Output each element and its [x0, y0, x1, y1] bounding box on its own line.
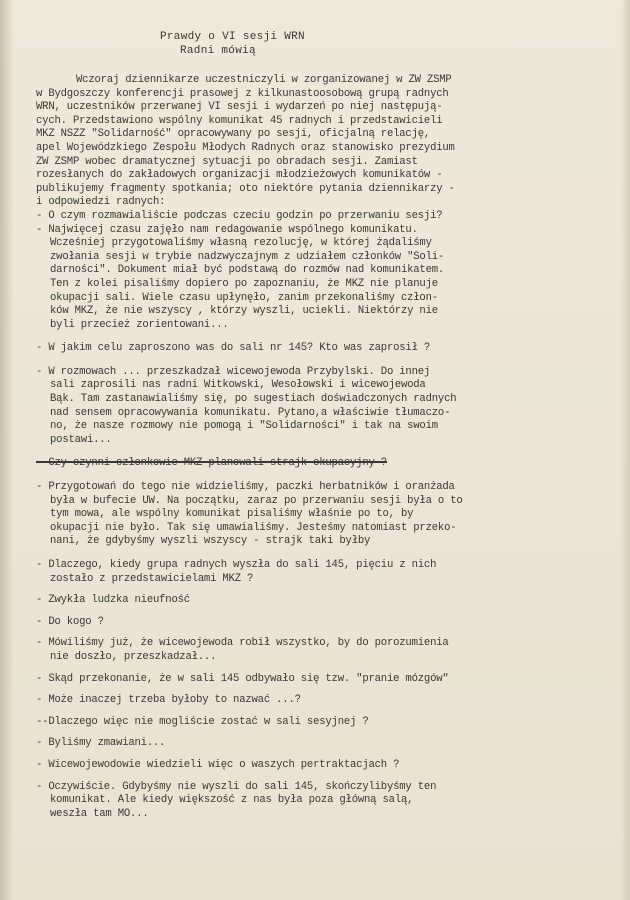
qa-continuation-line: zostało z przedstawicielami MKZ ? [50, 572, 254, 585]
qa-line: - Skąd przekonanie, że w sali 145 odbywało się tzw. "pranie mózgów" [36, 672, 449, 685]
intro-line: Wczoraj dziennikarze uczestniczyli w zorganizowanej w ZW ZSMP [76, 74, 452, 86]
intro-line: cych. Przedstawiono wspólny komunikat 45 radnych i przedstawicieli [36, 114, 443, 127]
intro-line: MKZ NSZZ "Solidarność" opracowywany po sesji, oficjalną relację, [36, 128, 431, 141]
qa-continuation-line: zwołania sesji w trybie nadzwyczajnym z udziałem członków "Soli- [50, 250, 445, 263]
qa-item [36, 781, 596, 822]
qa-item [36, 342, 596, 356]
qa-continuation-line: była w bufecie UW. Na początku, zaraz po przerwaniu sesji była o to [50, 494, 463, 507]
qa-line: - O czym rozmawialiście podczas czeciu godzin po przerwaniu sesji? [36, 209, 443, 222]
intro-line: rozesłanych do zakładowych organizacji młodzieżowych komunikatów - [36, 169, 443, 182]
qa-item [36, 616, 596, 630]
qa-line: - Najwięcej czasu zajęło nam redagowanie wspólnego komunikatu. [36, 223, 418, 236]
qa-line: - Mówiliśmy już, że wicewojewoda robił wszystko, by do porozumienia [36, 637, 449, 650]
qa-item [36, 559, 596, 586]
qa-continuation-line: weszła tam MO... [50, 807, 149, 820]
qa-continuation-line: nad sensem opracowywania komunikatu. Pytano,a właściwie tłumaczo- [50, 406, 451, 419]
qa-item [36, 737, 596, 751]
qa-line: - W rozmowach ... przeszkadzał wicewojewoda Przybylski. Do innej [36, 365, 431, 378]
qa-line: - Czy czynni członkowie MKZ planowali strajk okupacyjny ? [36, 457, 387, 470]
qa-item [36, 224, 596, 333]
intro-paragraph [36, 74, 596, 210]
qa-continuation-line: okupacji sali. Wiele czasu upłynęło, zanim przekonaliśmy człon- [50, 291, 438, 304]
qa-line: - Dlaczego, kiedy grupa radnych wyszła do sali 145, pięciu z nich [36, 559, 437, 571]
qa-continuation-line: nie doszło, przeszkadzał... [50, 650, 217, 663]
intro-line: i odpowiedzi radnych: [36, 196, 166, 209]
intro-line: apel Wojewódzkiego Zespołu Młodych Radnych oraz stanowisko prezydium [36, 141, 455, 154]
question-answer-list [36, 210, 596, 821]
qa-continuation-line: tym mowa, ale wspólny komunikat pisaliśmy właśnie po to, by [50, 508, 414, 521]
qa-continuation-line: no, że nasze rozmowy nie pomogą i "Solidarności" i tak na swoim [50, 420, 438, 433]
qa-continuation-line: postawi... [50, 433, 112, 446]
qa-continuation-line: sali zaprosili nas radni Witkowski, Wesołowski i wicewojewoda [50, 379, 426, 392]
document-heading [160, 30, 305, 58]
qa-continuation-line: okupacji nie było. Tak się umawialiśmy. Jesteśmy natomiast przeko- [50, 521, 457, 534]
qa-item [36, 716, 596, 730]
qa-item [36, 637, 596, 664]
qa-continuation-line: byli przecież zorientowani... [50, 318, 229, 331]
intro-line: w Bydgoszczy konferencji prasowej z kilkunastoosobową grupą radnych [36, 87, 449, 100]
qa-continuation-line: Ten z kolei pisaliśmy dopiero po zapoznaniu, że MKZ nie planuje [50, 277, 438, 290]
qa-item [36, 457, 596, 471]
qa-line: - Może inaczej trzeba byłoby to nazwać ...? [36, 694, 301, 707]
qa-item [36, 673, 596, 687]
qa-item [36, 759, 596, 773]
qa-continuation-line: darności". Dokument miał być podstawą do rozmów nad komunikatem. [50, 264, 445, 277]
intro-line: publikujemy fragmenty spotkania; oto niektóre pytania dziennikarzy - [36, 182, 455, 195]
qa-line: - Zwykła ludzka nieufność [36, 594, 190, 607]
qa-item [36, 210, 596, 224]
qa-continuation-line: Bąk. Tam zastanawialiśmy się, po sugestiach doświadczonych radnych [50, 393, 457, 406]
qa-continuation-line: nani, że gdybyśmy wyszli wszyscy - strajk taki byłby [50, 535, 371, 548]
intro-line: WRN, uczestników przerwanej VI sesji i wydarzeń po niej następują- [36, 101, 443, 114]
qa-line: - Przygotowań do tego nie widzieliśmy, paczki herbatników i oranżada [36, 481, 455, 494]
qa-line: - Wicewojewodowie wiedzieli więc o waszych pertraktacjach ? [36, 758, 400, 771]
qa-continuation-line: ków MKZ, że nie wszyscy , którzy wyszli, uciekli. Niektórzy nie [50, 305, 438, 318]
qa-item [36, 481, 596, 549]
qa-line: --Dlaczego więc nie mogliście zostać w sali sesyjnej ? [36, 715, 369, 728]
qa-continuation-line: komunikat. Ale kiedy większość z nas była poza główną salą, [50, 794, 414, 807]
document-body [36, 74, 596, 821]
heading-title: Prawdy o VI sesji WRN [160, 31, 305, 43]
qa-continuation-line: Wcześniej przygotowaliśmy własną rezolucję, w której żądaliśmy [50, 237, 432, 250]
qa-line: - Do kogo ? [36, 615, 104, 628]
qa-item [36, 366, 596, 448]
qa-line: - Byliśmy zmawiani... [36, 737, 166, 750]
qa-item [36, 694, 596, 708]
qa-line: - Oczywiście. Gdybyśmy nie wyszli do sali 145, skończylibyśmy ten [36, 780, 437, 793]
heading-subtitle: Radni mówią [180, 45, 256, 57]
intro-line: ZW ZSMP wobec dramatycznej sytuacji po obradach sesji. Zamiast [36, 155, 418, 168]
qa-line: - W jakim celu zaproszono was do sali nr 145? Kto was zaprosił ? [36, 342, 431, 355]
qa-item [36, 594, 596, 608]
